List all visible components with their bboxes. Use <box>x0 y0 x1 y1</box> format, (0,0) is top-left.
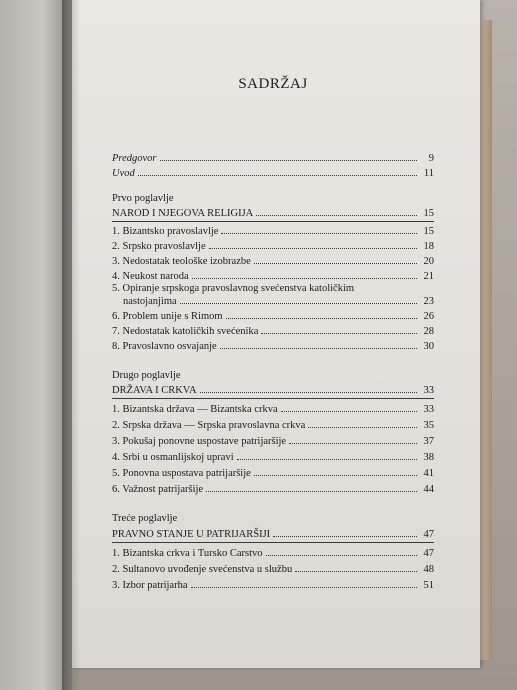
leader-dots <box>308 418 417 428</box>
leader-dots <box>226 309 417 319</box>
toc-entry-label: 6. Važnost patrijaršije <box>112 484 204 495</box>
page-gutter-shadow <box>62 0 80 690</box>
chapter-heading-label: NAROD I NJEGOVA RELIGIJA <box>112 208 254 219</box>
toc-entry-label: 3. Pokušaj ponovne uspostave patrijaršije <box>112 436 287 447</box>
toc-entry <box>112 339 434 353</box>
toc-entry-page: 48 <box>423 564 434 575</box>
toc-entry-predgovor <box>112 151 434 165</box>
toc-entry-page: 28 <box>423 326 434 337</box>
leader-dots <box>261 324 417 334</box>
toc-entry <box>112 418 434 432</box>
toc-entry <box>112 324 434 338</box>
toc-entry <box>112 546 434 560</box>
toc-entry <box>112 239 434 253</box>
toc-entry-label: 3. Izbor patrijarha <box>112 580 188 591</box>
toc-entry-page: 23 <box>423 296 434 307</box>
toc-entry-page: 47 <box>423 548 434 559</box>
toc-entry-label: 4. Srbi u osmanlijskoj upravi <box>112 452 234 463</box>
toc-entry-label: Uvod <box>112 168 135 179</box>
chapter-heading-page: 33 <box>423 385 434 396</box>
leader-dots <box>281 402 417 412</box>
leader-dots <box>209 239 417 249</box>
chapter-label: Treće poglavlje <box>112 513 178 524</box>
toc-entry <box>112 578 434 592</box>
leader-dots <box>221 224 417 234</box>
leader-dots <box>256 206 417 216</box>
toc-entry-label: 5. Opiranje srpskoga pravoslavnog svećenstva katoličkim <box>112 283 355 294</box>
toc-entry-page: 21 <box>423 271 434 282</box>
chapter-heading <box>112 527 434 541</box>
leader-dots <box>192 269 417 279</box>
toc-entry <box>112 466 434 480</box>
toc-entry-page: 20 <box>423 256 434 267</box>
chapter-heading-page: 47 <box>423 529 434 540</box>
toc-entry-label: 1. Bizantska crkva i Tursko Carstvo <box>112 548 263 559</box>
leader-dots <box>180 294 417 304</box>
toc-entry-page: 51 <box>423 580 434 591</box>
toc-entry-page: 35 <box>423 420 434 431</box>
leader-dots <box>254 466 417 476</box>
toc-entry-label: 2. Srpska država — Srpska pravoslavna crkva <box>112 420 306 431</box>
toc-entry <box>112 402 434 416</box>
leader-dots <box>160 151 417 161</box>
toc-entry-label: 7. Nedostatak katoličkih svećenika <box>112 326 259 337</box>
toc-entry-label: 3. Nedostatak teološke izobrazbe <box>112 256 251 267</box>
chapter-heading-page: 15 <box>423 208 434 219</box>
toc-entry-page: 26 <box>423 311 434 322</box>
toc-entry-uvod <box>112 166 434 180</box>
leader-dots <box>289 434 417 444</box>
toc-entry-label: Predgovor <box>112 153 157 164</box>
toc-entry-label: 1. Bizantsko pravoslavlje <box>112 226 219 237</box>
leader-dots <box>200 383 417 393</box>
toc-entry <box>112 294 434 308</box>
toc-entry <box>112 269 434 283</box>
leader-dots <box>191 578 417 588</box>
chapter-label: Prvo poglavlje <box>112 193 174 204</box>
chapter-heading <box>112 206 434 220</box>
toc-entry-page: 30 <box>423 341 434 352</box>
toc-entry-page: 41 <box>423 468 434 479</box>
chapter-heading <box>112 383 434 397</box>
divider <box>112 221 434 222</box>
toc-entry-page: 11 <box>423 168 434 179</box>
toc-entry-page: 38 <box>423 452 434 463</box>
leader-dots <box>138 166 417 176</box>
toc-entry-label: 8. Pravoslavno osvajanje <box>112 341 217 352</box>
toc-entry-label: 6. Problem unije s Rimom <box>112 311 223 322</box>
toc-entry <box>112 434 434 448</box>
toc-entry-page: 9 <box>428 153 434 164</box>
leader-dots <box>220 339 417 349</box>
toc-entry <box>112 224 434 238</box>
toc-entry-page: 15 <box>423 226 434 237</box>
toc-entry-label-continued: nastojanjima <box>123 296 177 307</box>
toc-entry-label: 2. Sultanovo uvođenje svećenstva u službu <box>112 564 293 575</box>
leader-dots <box>273 527 417 537</box>
divider <box>112 542 434 543</box>
toc-entry <box>112 309 434 323</box>
toc-entry-page: 37 <box>423 436 434 447</box>
toc-entry-page: 33 <box>423 404 434 415</box>
toc-entry-label: 1. Bizantska država — Bizantska crkva <box>112 404 278 415</box>
leader-dots <box>237 450 417 460</box>
leader-dots <box>206 482 417 492</box>
chapter-heading-label: DRŽAVA I CRKVA <box>112 385 197 396</box>
toc-entry <box>112 562 434 576</box>
divider <box>112 398 434 399</box>
leader-dots <box>266 546 418 556</box>
chapter-label: Drugo poglavlje <box>112 370 181 381</box>
toc-entry-label: 5. Ponovna uspostava patrijaršije <box>112 468 251 479</box>
toc-entry-page: 44 <box>423 484 434 495</box>
leader-dots <box>254 254 417 264</box>
book-page <box>72 0 480 668</box>
toc-entry <box>112 254 434 268</box>
toc-entry-page: 18 <box>423 241 434 252</box>
toc-entry-label: 2. Srpsko pravoslavlje <box>112 241 206 252</box>
toc-entry-label: 4. Neukost naroda <box>112 271 189 282</box>
page-title: SADRŽAJ <box>238 76 308 92</box>
toc-entry <box>112 450 434 464</box>
toc-entry <box>112 482 434 496</box>
leader-dots <box>295 562 417 572</box>
chapter-heading-label: PRAVNO STANJE U PATRIJARŠIJI <box>112 529 271 540</box>
